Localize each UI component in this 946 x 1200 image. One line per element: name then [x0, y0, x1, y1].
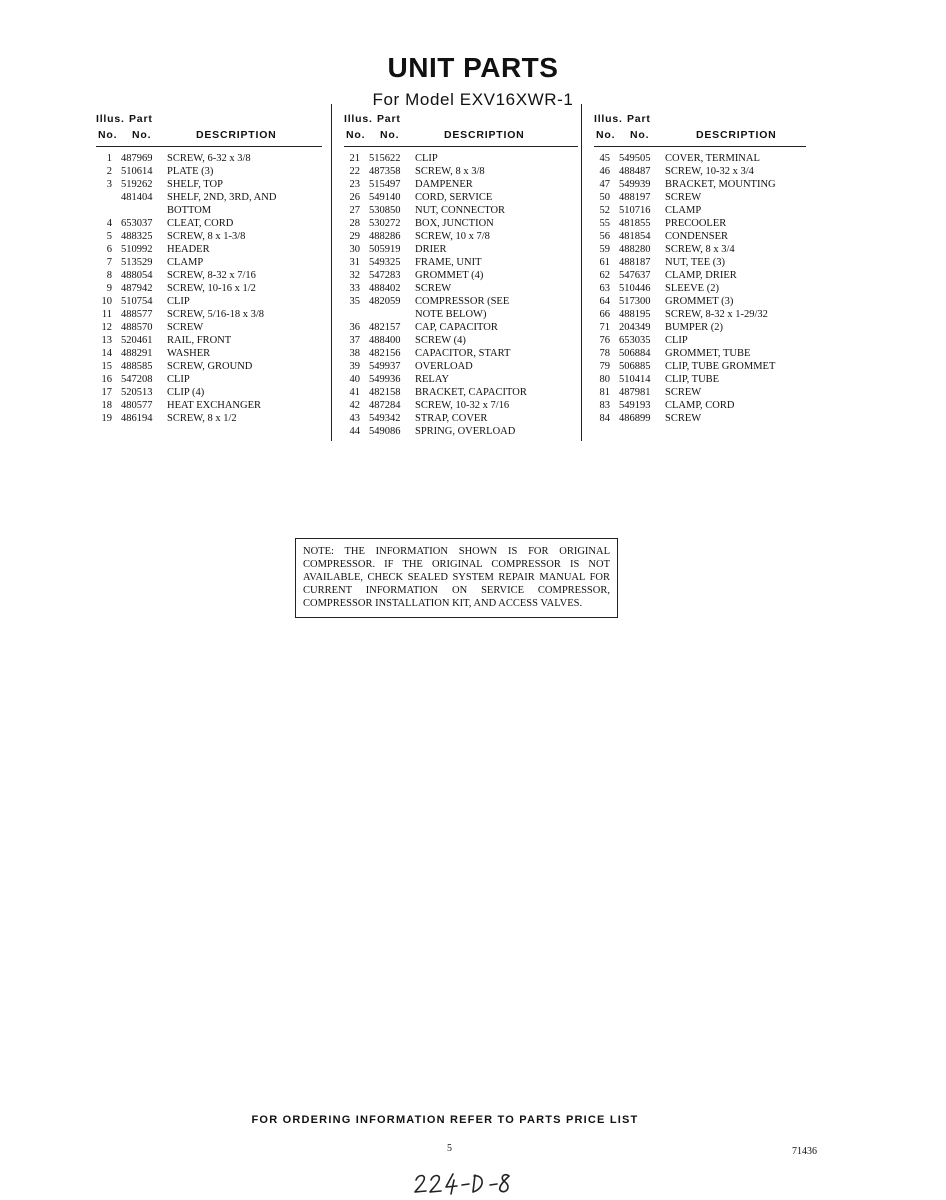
part-number: 487969 — [121, 153, 153, 164]
part-number — [360, 308, 406, 321]
parts-row — [594, 178, 806, 191]
parts-row — [594, 347, 806, 360]
part-description: CLIP (4) — [167, 387, 205, 398]
part-number: 510614 — [121, 166, 153, 177]
parts-row — [344, 347, 578, 360]
part-description: COMPRESSOR (SEE — [415, 296, 510, 307]
part-number: 488402 — [369, 283, 401, 294]
parts-row — [96, 412, 322, 425]
part-number: 488187 — [619, 257, 651, 268]
part-number: 482156 — [369, 348, 401, 359]
part-number: 510414 — [619, 374, 651, 385]
parts-row — [344, 165, 578, 178]
ordering-info-footer: FOR ORDERING INFORMATION REFER TO PARTS PRICE LIST — [251, 1114, 639, 1126]
illus-number: 46 — [599, 166, 610, 177]
illus-number: 40 — [349, 374, 360, 385]
illus-number — [96, 204, 112, 217]
header-part: Part — [377, 113, 401, 125]
part-number: 547637 — [619, 270, 651, 281]
parts-row — [96, 347, 322, 360]
part-number: 488054 — [121, 270, 153, 281]
part-description: SHELF, 2ND, 3RD, AND — [167, 192, 277, 203]
part-number: 488286 — [369, 231, 401, 242]
illus-number: 43 — [349, 413, 360, 424]
part-description: CLIP — [665, 335, 688, 346]
part-number: 510446 — [619, 283, 651, 294]
parts-column-2 — [344, 113, 578, 438]
part-number: 549086 — [369, 426, 401, 437]
illus-number: 52 — [599, 205, 610, 216]
part-description: CLIP — [167, 374, 190, 385]
part-number: 510992 — [121, 244, 153, 255]
illus-number: 23 — [349, 179, 360, 190]
part-number: 204349 — [619, 322, 651, 333]
part-description: BRACKET, MOUNTING — [665, 179, 776, 190]
part-description: GROMMET (4) — [415, 270, 484, 281]
part-description: SHELF, TOP — [167, 179, 223, 190]
part-description: CLIP — [415, 153, 438, 164]
parts-row — [96, 243, 322, 256]
parts-row — [96, 152, 322, 165]
part-number: 653035 — [619, 335, 651, 346]
parts-list — [594, 152, 806, 425]
header-description: DESCRIPTION — [696, 129, 777, 141]
part-description: FRAME, UNIT — [415, 257, 482, 268]
illus-number: 3 — [106, 179, 112, 190]
parts-row — [594, 269, 806, 282]
parts-row — [96, 282, 322, 295]
part-description: SCREW — [415, 283, 452, 294]
parts-row — [594, 295, 806, 308]
part-number: 549193 — [619, 400, 651, 411]
part-description: OVERLOAD — [415, 361, 473, 372]
illus-number: 83 — [599, 400, 610, 411]
parts-row — [96, 334, 322, 347]
parts-row — [344, 256, 578, 269]
parts-row — [96, 204, 322, 217]
header-illus: Illus. — [96, 113, 125, 125]
part-description: SCREW (4) — [415, 335, 466, 346]
part-description: GROMMET (3) — [665, 296, 734, 307]
parts-row — [344, 386, 578, 399]
illus-number: 28 — [349, 218, 360, 229]
parts-row — [344, 152, 578, 165]
parts-row — [594, 217, 806, 230]
part-number: 515497 — [369, 179, 401, 190]
illus-number: 6 — [106, 244, 112, 255]
illus-number: 47 — [599, 179, 610, 190]
part-number: 506884 — [619, 348, 651, 359]
illus-number: 13 — [101, 335, 112, 346]
illus-number: 22 — [349, 166, 360, 177]
part-description: PLATE (3) — [167, 166, 214, 177]
part-description: SCREW, 10 x 7/8 — [415, 231, 490, 242]
illus-number: 36 — [349, 322, 360, 333]
part-number: 530272 — [369, 218, 401, 229]
illus-number: 55 — [599, 218, 610, 229]
parts-row — [96, 178, 322, 191]
part-description: CLIP — [167, 296, 190, 307]
parts-row — [594, 334, 806, 347]
part-number: 488291 — [121, 348, 153, 359]
handwritten-note — [412, 1168, 522, 1198]
part-number: 549937 — [369, 361, 401, 372]
parts-row — [344, 321, 578, 334]
header-illus-no: No. — [98, 129, 118, 141]
parts-row — [344, 243, 578, 256]
illus-number: 19 — [101, 413, 112, 424]
parts-row — [594, 308, 806, 321]
part-number: 488570 — [121, 322, 153, 333]
illus-number: 38 — [349, 348, 360, 359]
illus-number: 29 — [349, 231, 360, 242]
parts-row — [344, 178, 578, 191]
parts-row — [344, 282, 578, 295]
illus-number: 50 — [599, 192, 610, 203]
column-divider — [331, 104, 332, 441]
part-number: 488577 — [121, 309, 153, 320]
parts-row — [594, 243, 806, 256]
part-number: 549505 — [619, 153, 651, 164]
illus-number: 7 — [106, 257, 112, 268]
part-description: SCREW, 10-32 x 3/4 — [665, 166, 754, 177]
illus-number — [96, 191, 112, 204]
part-description: CAP, CAPACITOR — [415, 322, 498, 333]
header-illus-no: No. — [596, 129, 616, 141]
header-description: DESCRIPTION — [196, 129, 277, 141]
parts-row — [594, 282, 806, 295]
parts-row — [594, 373, 806, 386]
illus-number — [344, 308, 360, 321]
illus-number: 16 — [101, 374, 112, 385]
part-number: 510716 — [619, 205, 651, 216]
part-number: 486194 — [121, 413, 153, 424]
part-description: SCREW, 8 x 1-3/8 — [167, 231, 246, 242]
parts-row — [96, 295, 322, 308]
illus-number: 21 — [349, 153, 360, 164]
column-header — [96, 113, 322, 146]
part-number: 488280 — [619, 244, 651, 255]
illus-number: 8 — [106, 270, 112, 281]
part-description: CLAMP, CORD — [665, 400, 735, 411]
header-illus: Illus. — [344, 113, 373, 125]
part-number: 549342 — [369, 413, 401, 424]
part-description: SCREW, 6-32 x 3/8 — [167, 153, 251, 164]
part-number: 482059 — [369, 296, 401, 307]
part-number: 549939 — [619, 179, 651, 190]
illus-number: 15 — [101, 361, 112, 372]
illus-number: 42 — [349, 400, 360, 411]
part-number: 488585 — [121, 361, 153, 372]
part-number: 506885 — [619, 361, 651, 372]
part-description: CLIP, TUBE — [665, 374, 720, 385]
illus-number: 14 — [101, 348, 112, 359]
illus-number: 5 — [106, 231, 112, 242]
parts-row — [344, 217, 578, 230]
illus-number: 33 — [349, 283, 360, 294]
part-number: 487358 — [369, 166, 401, 177]
part-number: 517300 — [619, 296, 651, 307]
part-description: CONDENSER — [665, 231, 729, 242]
part-description: SCREW, 8 x 3/4 — [665, 244, 735, 255]
part-number — [112, 204, 158, 217]
illus-number: 80 — [599, 374, 610, 385]
part-description: SCREW, 8 x 3/8 — [415, 166, 485, 177]
part-description: CORD, SERVICE — [415, 192, 493, 203]
parts-row — [344, 295, 578, 308]
part-number: 513529 — [121, 257, 153, 268]
parts-list — [96, 152, 322, 425]
parts-row — [594, 386, 806, 399]
part-number: 530850 — [369, 205, 401, 216]
header-part: Part — [129, 113, 153, 125]
illus-number: 41 — [349, 387, 360, 398]
part-description: CLAMP — [665, 205, 702, 216]
header-illus: Illus. — [594, 113, 623, 125]
part-description: SCREW, 10-32 x 7/16 — [415, 400, 510, 411]
illus-number: 17 — [101, 387, 112, 398]
part-description: SCREW, 8-32 x 1-29/32 — [665, 309, 768, 320]
parts-row — [344, 399, 578, 412]
part-number: 481854 — [619, 231, 651, 242]
part-number: 653037 — [121, 218, 153, 229]
part-description: NUT, TEE (3) — [665, 257, 725, 268]
part-description: SCREW — [665, 192, 702, 203]
illus-number: 4 — [106, 218, 112, 229]
parts-row — [344, 191, 578, 204]
header-rule — [594, 146, 806, 147]
part-number: 487284 — [369, 400, 401, 411]
part-number: 480577 — [121, 400, 153, 411]
parts-row — [96, 230, 322, 243]
illus-number: 44 — [349, 426, 360, 437]
part-number: 482158 — [369, 387, 401, 398]
part-description: PRECOOLER — [665, 218, 727, 229]
part-description: BOTTOM — [167, 205, 212, 216]
illus-number: 39 — [349, 361, 360, 372]
parts-row — [594, 321, 806, 334]
part-description: RAIL, FRONT — [167, 335, 232, 346]
illus-number: 61 — [599, 257, 610, 268]
illus-number: 31 — [349, 257, 360, 268]
illus-number: 12 — [101, 322, 112, 333]
header-part-no: No. — [630, 129, 650, 141]
illus-number: 59 — [599, 244, 610, 255]
header-part: Part — [627, 113, 651, 125]
illus-number: 64 — [599, 296, 610, 307]
part-description: SCREW, 5/16-18 x 3/8 — [167, 309, 265, 320]
part-number: 488487 — [619, 166, 651, 177]
part-description: SCREW — [665, 413, 702, 424]
illus-number: 26 — [349, 192, 360, 203]
part-description: DAMPENER — [415, 179, 473, 190]
illus-number: 45 — [599, 153, 610, 164]
illus-number: 9 — [106, 283, 112, 294]
parts-row — [96, 165, 322, 178]
header-illus-no: No. — [346, 129, 366, 141]
column-header — [594, 113, 806, 146]
part-number: 519262 — [121, 179, 153, 190]
part-number: 486899 — [619, 413, 651, 424]
part-description: SCREW, GROUND — [167, 361, 253, 372]
part-description: CLAMP, DRIER — [665, 270, 737, 281]
part-number: 547208 — [121, 374, 153, 385]
part-description: HEAT EXCHANGER — [167, 400, 262, 411]
part-number: 487981 — [619, 387, 651, 398]
part-number: 505919 — [369, 244, 401, 255]
illus-number: 76 — [599, 335, 610, 346]
part-description: CLAMP — [167, 257, 204, 268]
parts-row — [344, 360, 578, 373]
parts-column-1 — [96, 113, 322, 425]
parts-row — [96, 399, 322, 412]
illus-number: 78 — [599, 348, 610, 359]
header-rule — [344, 146, 578, 147]
parts-row — [96, 321, 322, 334]
header-rule — [96, 146, 322, 147]
part-number: 515622 — [369, 153, 401, 164]
part-description: SCREW — [665, 387, 702, 398]
part-description: SLEEVE (2) — [665, 283, 719, 294]
part-description: NUT, CONNECTOR — [415, 205, 506, 216]
illus-number: 11 — [101, 309, 112, 320]
document-number: 71436 — [792, 1146, 817, 1157]
column-divider — [581, 104, 582, 441]
part-description: BOX, JUNCTION — [415, 218, 494, 229]
illus-number: 35 — [349, 296, 360, 307]
part-description: STRAP, COVER — [415, 413, 488, 424]
parts-row — [594, 204, 806, 217]
illus-number: 27 — [349, 205, 360, 216]
parts-row — [96, 308, 322, 321]
model-subtitle: For Model EXV16XWR-1 — [372, 90, 574, 109]
part-number: 549936 — [369, 374, 401, 385]
illus-number: 30 — [349, 244, 360, 255]
parts-row — [594, 360, 806, 373]
header-description: DESCRIPTION — [444, 129, 525, 141]
part-number: 549140 — [369, 192, 401, 203]
parts-row — [344, 412, 578, 425]
column-header — [344, 113, 578, 146]
part-description: CLIP, TUBE GROMMET — [665, 361, 776, 372]
parts-row — [344, 269, 578, 282]
part-description: HEADER — [167, 244, 210, 255]
illus-number: 81 — [599, 387, 610, 398]
part-description: NOTE BELOW) — [415, 309, 487, 320]
illus-number: 79 — [599, 361, 610, 372]
page-number: 5 — [447, 1143, 452, 1154]
part-description: SCREW, 10-16 x 1/2 — [167, 283, 256, 294]
part-description: CLEAT, CORD — [167, 218, 234, 229]
part-number: 481855 — [619, 218, 651, 229]
part-number: 547283 — [369, 270, 401, 281]
illus-number: 63 — [599, 283, 610, 294]
illus-number: 62 — [599, 270, 610, 281]
parts-row — [344, 425, 578, 438]
part-number: 482157 — [369, 322, 401, 333]
page-title: UNIT PARTS — [387, 52, 559, 83]
parts-row — [344, 230, 578, 243]
parts-row — [344, 204, 578, 217]
parts-row — [96, 217, 322, 230]
part-number: 520461 — [121, 335, 153, 346]
parts-row — [594, 165, 806, 178]
part-description: SPRING, OVERLOAD — [415, 426, 516, 437]
part-number: 488400 — [369, 335, 401, 346]
part-description: COVER, TERMINAL — [665, 153, 760, 164]
part-description: BUMPER (2) — [665, 322, 724, 333]
parts-row — [96, 373, 322, 386]
part-description: DRIER — [415, 244, 447, 255]
parts-row — [594, 230, 806, 243]
part-description: CAPACITOR, START — [415, 348, 511, 359]
part-description: SCREW, 8-32 x 7/16 — [167, 270, 256, 281]
illus-number: 66 — [599, 309, 610, 320]
parts-row — [96, 191, 322, 204]
parts-row — [344, 373, 578, 386]
header-part-no: No. — [380, 129, 400, 141]
parts-list — [344, 152, 578, 438]
illus-number: 2 — [106, 166, 112, 177]
parts-row — [96, 256, 322, 269]
illus-number: 71 — [599, 322, 610, 333]
illus-number: 10 — [101, 296, 112, 307]
parts-row — [594, 412, 806, 425]
part-number: 487942 — [121, 283, 153, 294]
parts-row — [594, 399, 806, 412]
part-number: 488325 — [121, 231, 153, 242]
illus-number: 18 — [101, 400, 112, 411]
parts-row — [594, 152, 806, 165]
part-description: GROMMET, TUBE — [665, 348, 751, 359]
parts-row — [96, 360, 322, 373]
part-description: RELAY — [415, 374, 450, 385]
part-description: SCREW, 8 x 1/2 — [167, 413, 237, 424]
illus-number: 56 — [599, 231, 610, 242]
illus-number: 32 — [349, 270, 360, 281]
part-number: 520513 — [121, 387, 153, 398]
header-part-no: No. — [132, 129, 152, 141]
part-number: 510754 — [121, 296, 153, 307]
parts-row — [96, 386, 322, 399]
part-number: 549325 — [369, 257, 401, 268]
illus-number: 1 — [106, 153, 112, 164]
parts-row — [344, 308, 578, 321]
part-description: BRACKET, CAPACITOR — [415, 387, 527, 398]
parts-row — [594, 256, 806, 269]
part-number: 481404 — [121, 192, 153, 203]
parts-column-3 — [594, 113, 806, 425]
part-description: SCREW — [167, 322, 204, 333]
parts-row — [344, 334, 578, 347]
part-description: WASHER — [167, 348, 211, 359]
part-number: 488195 — [619, 309, 651, 320]
part-number: 488197 — [619, 192, 651, 203]
parts-row — [96, 269, 322, 282]
compressor-note-box: NOTE: THE INFORMATION SHOWN IS FOR ORIGINAL COMPRESSOR. IF THE ORIGINAL COMPRESSOR IS NOT AVAILABLE, CHECK SEALED SYSTEM REPAIR MANUAL FOR CURRENT INFORMATION ON SERVICE COMPRESSOR, COMPRESSOR INSTALLATION KIT, AND ACCESS VALVES. — [295, 538, 618, 618]
illus-number: 37 — [349, 335, 360, 346]
illus-number: 84 — [599, 413, 610, 424]
parts-row — [594, 191, 806, 204]
